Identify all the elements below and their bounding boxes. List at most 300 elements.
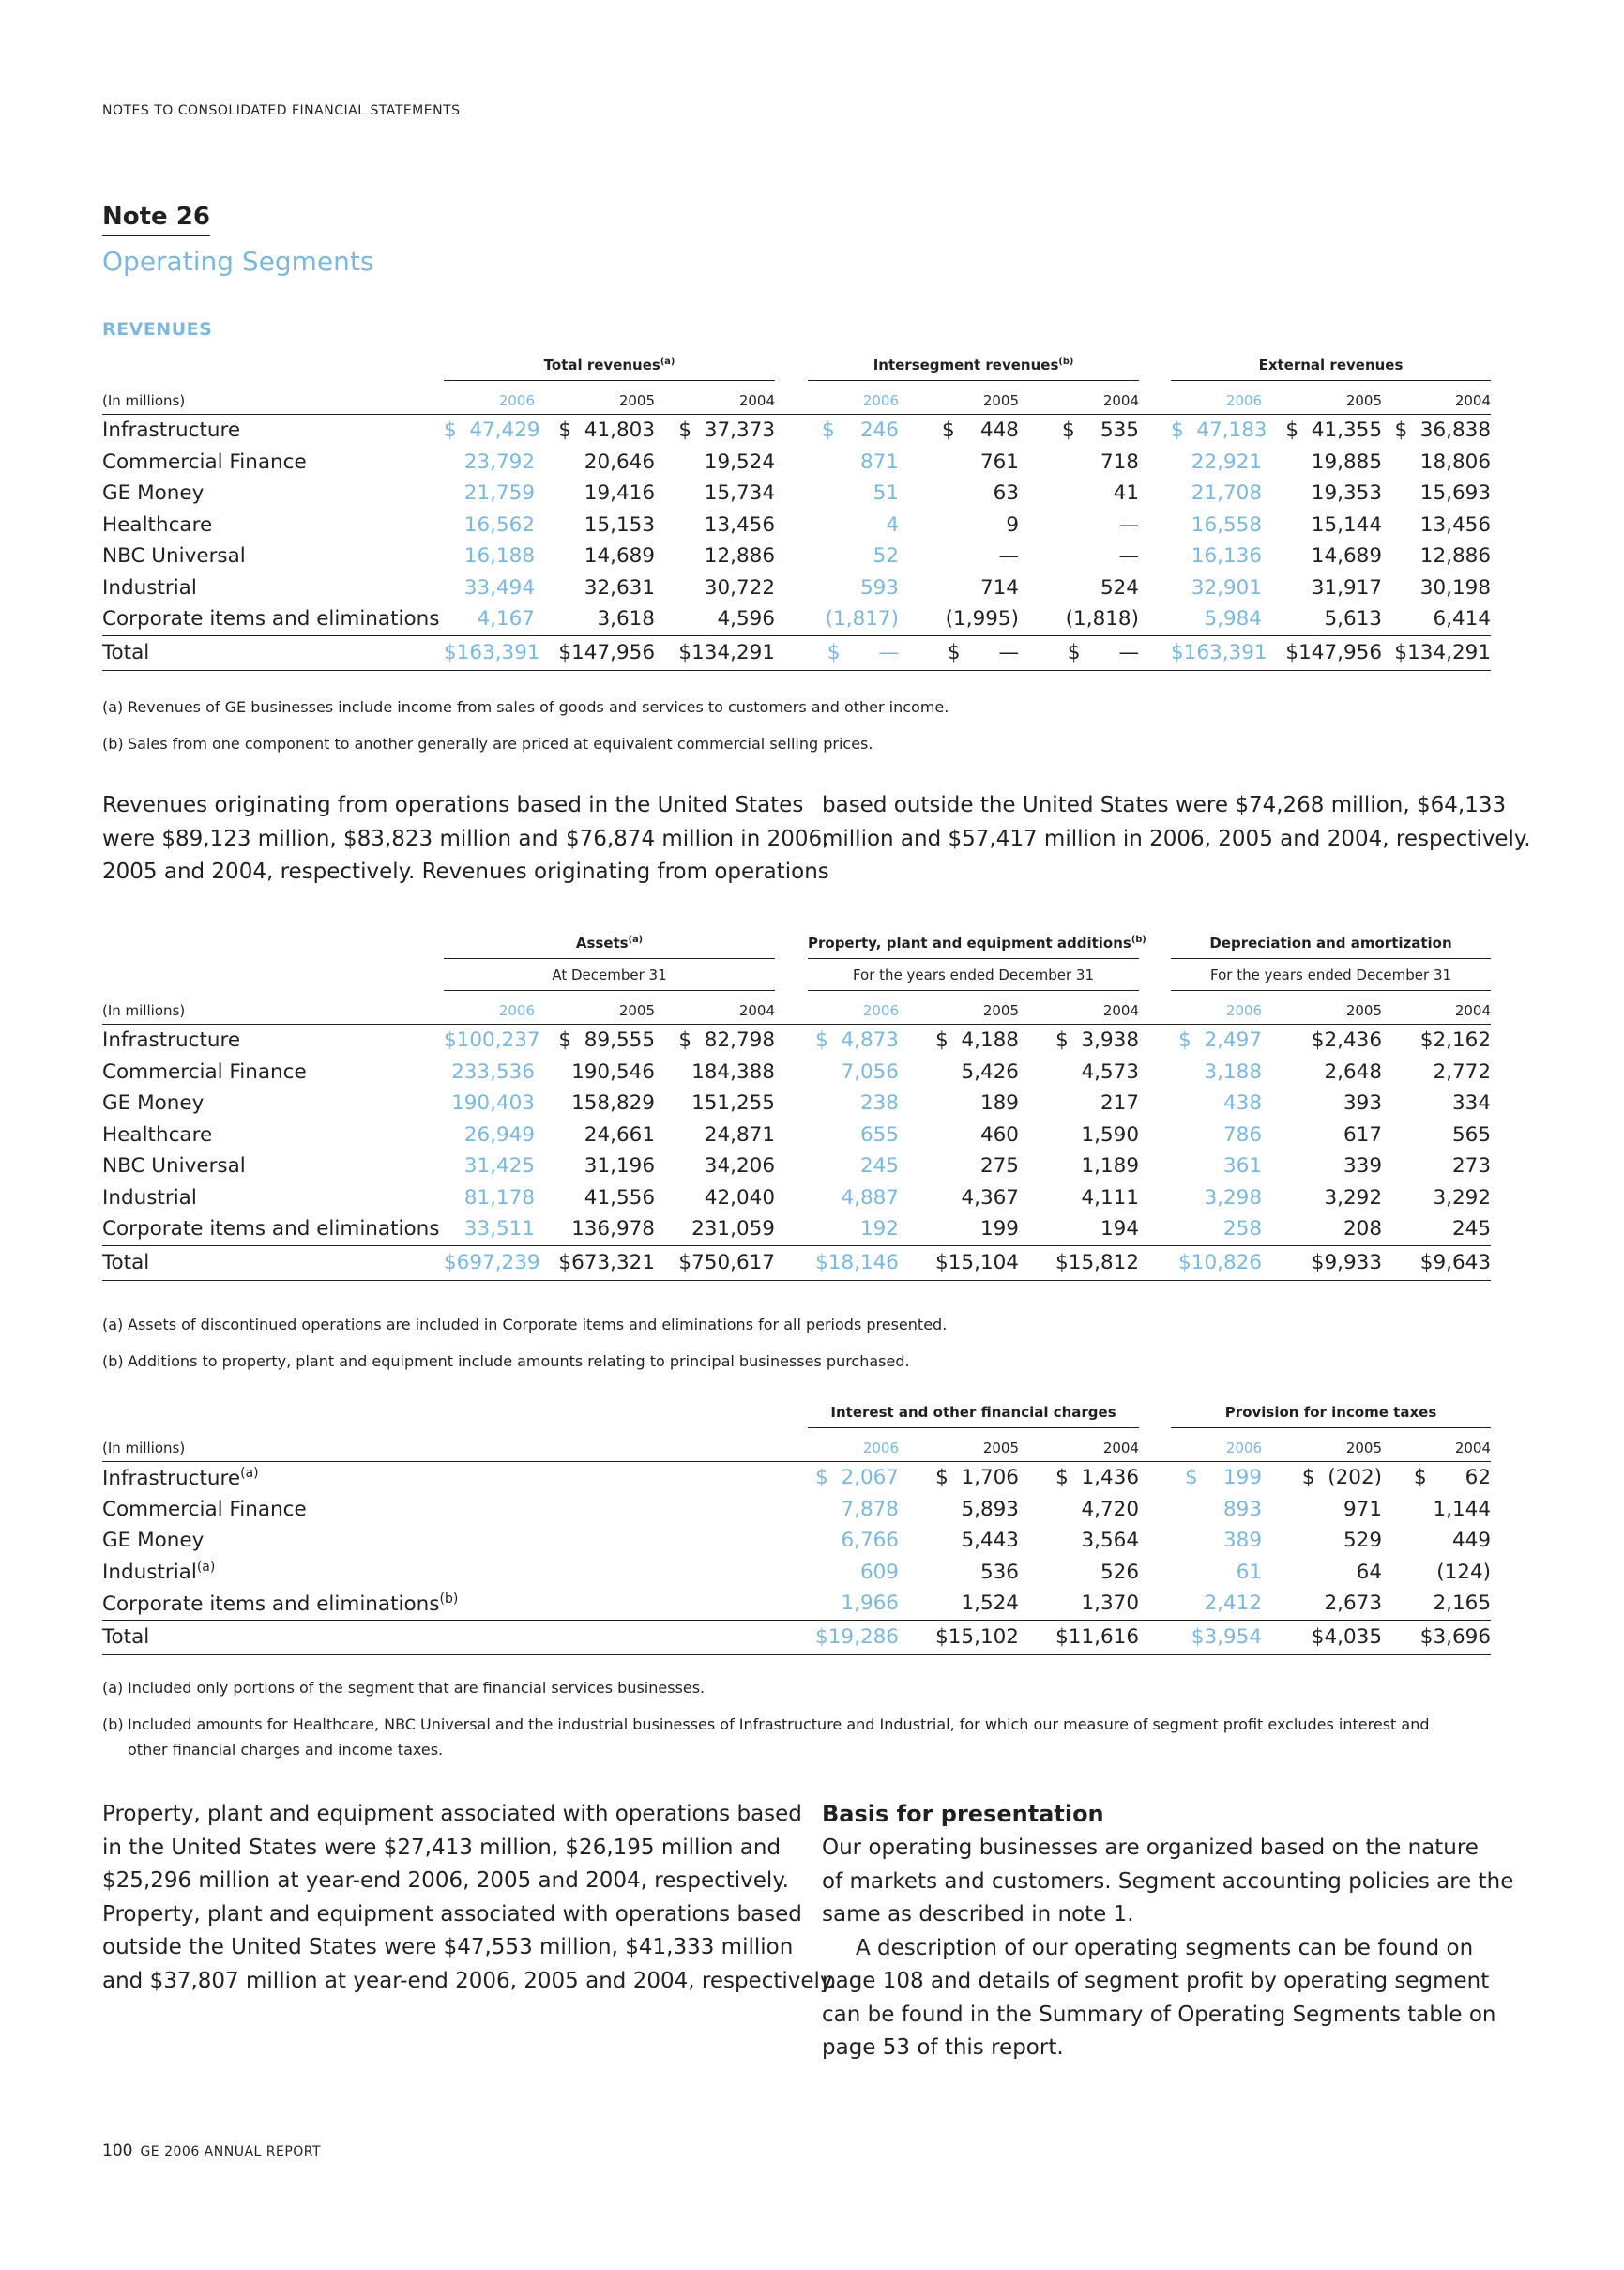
value-cell: 6,766 — [841, 1529, 899, 1553]
row-label-text: Corporate items and eliminations — [102, 607, 440, 632]
sub-years-ended-1: For the years ended December 31 — [808, 959, 1139, 991]
spacer-cell — [775, 1525, 808, 1557]
spacer-cell — [535, 1428, 655, 1462]
spacer-cell — [655, 1588, 775, 1620]
spacer-cell — [775, 1213, 808, 1245]
row-label — [102, 1120, 444, 1151]
value-cell: $2,162 — [1419, 1028, 1492, 1053]
spacer-cell — [1139, 572, 1171, 604]
table-row — [102, 1462, 1491, 1494]
table-row — [102, 1494, 1491, 1526]
row-label-text: Total — [102, 641, 150, 664]
value-cell: $15,812 — [1019, 1245, 1139, 1280]
value-cell: 238 — [859, 1091, 899, 1116]
spacer-cell — [444, 1462, 535, 1494]
note-title: Operating Segments — [102, 246, 374, 277]
value-cell: $ 82,798 — [678, 1028, 775, 1053]
year-header: 2005 — [1262, 991, 1382, 1025]
year-header: 2006 — [444, 991, 535, 1025]
year-header: 2004 — [1019, 991, 1139, 1025]
row-label — [102, 1150, 444, 1182]
value-cell: 32,901 — [1191, 575, 1262, 600]
row-label-text: Commercial Finance — [102, 1059, 307, 1084]
row-label-text: Industrial — [102, 1185, 197, 1210]
value-cell: 6,414 — [1433, 607, 1492, 632]
row-label-text: Corporate items and eliminations — [102, 1592, 440, 1616]
ppe-paragraph: Property, plant and equipment associated with operations based in the United States were $27,413 million, $26,195 million and $25,296 million at year-end 2006, 2005 and 2004, respectively. Property, plant and equipment associated with operations based outside the United States were $47,553 million, $41,333 million and $37,807 million at year-end 2006, 2005 and 2004, respectively. — [102, 1802, 837, 1993]
value-cell: 13,456 — [1419, 512, 1492, 537]
sub-years-ended-2: For the years ended December 31 — [1171, 959, 1491, 991]
value-cell: 136,978 — [571, 1217, 655, 1242]
value-cell: $ 3,938 — [1055, 1028, 1140, 1053]
value-cell: 199 — [979, 1217, 1019, 1242]
value-cell: $ 199 — [1184, 1466, 1263, 1490]
value-cell: 4,367 — [961, 1185, 1019, 1210]
value-cell: $ 37,373 — [678, 419, 775, 443]
value-cell: 4,720 — [1081, 1497, 1140, 1521]
value-cell: 233,536 — [451, 1059, 535, 1084]
revenues-table — [102, 345, 1491, 671]
spacer-cell — [775, 635, 808, 670]
value-cell: 3,298 — [1204, 1185, 1263, 1210]
value-cell: 26,949 — [463, 1122, 535, 1147]
value-cell: $ 2,067 — [815, 1466, 899, 1490]
value-cell: 7,056 — [841, 1059, 899, 1084]
row-label-text: Infrastructure — [102, 1028, 241, 1053]
sub-at-december: At December 31 — [444, 959, 775, 991]
footnote-mark: (b) — [439, 1591, 459, 1607]
spacer-cell — [775, 572, 808, 604]
spacer-cell — [775, 603, 808, 635]
value-cell: 31,425 — [463, 1154, 535, 1179]
value-cell: $ (202) — [1301, 1466, 1383, 1490]
value-cell: $10,826 — [1171, 1245, 1262, 1280]
group-total-revenues: Total revenues$^{(a)}$ — [444, 345, 775, 381]
spacer-cell — [655, 1525, 775, 1557]
value-cell: 42,040 — [704, 1185, 775, 1210]
assets-sub-header — [102, 959, 1491, 991]
row-label-text: Corporate items and eliminations — [102, 1217, 440, 1242]
year-header: 2005 — [1262, 381, 1382, 415]
spacer-cell — [535, 1494, 655, 1526]
row-label-text: GE Money — [102, 1091, 205, 1116]
value-cell: 15,144 — [1311, 512, 1382, 537]
spacer-cell — [535, 1588, 655, 1620]
value-cell: 151,255 — [691, 1091, 775, 1116]
spacer-cell — [775, 1120, 808, 1151]
value-cell: 714 — [979, 575, 1019, 600]
spacer-cell — [535, 1557, 655, 1589]
value-cell: 3,292 — [1433, 1185, 1492, 1210]
value-cell: 14,689 — [584, 544, 655, 569]
spacer-cell — [1139, 1620, 1171, 1654]
interest-footnote-b-continued: other financial charges and income taxes. — [128, 1741, 444, 1759]
row-label-text: Infrastructure — [102, 1466, 241, 1490]
row-label-text: Industrial — [102, 575, 197, 600]
table-row — [102, 1182, 1491, 1214]
value-cell: 5,426 — [961, 1059, 1019, 1084]
spacer-cell — [775, 1245, 808, 1280]
value-cell: $18,146 — [808, 1245, 899, 1280]
spacer-cell — [775, 1182, 808, 1214]
value-cell: 13,456 — [704, 512, 775, 537]
interest-footnote-a: (a) Included only portions of the segment that are financial services businesses. — [102, 1679, 706, 1697]
spacer-cell — [1139, 1245, 1171, 1280]
value-cell: 15,734 — [704, 481, 775, 506]
spacer-cell — [1139, 447, 1171, 479]
value-cell: 14,689 — [1311, 544, 1382, 569]
spacer-cell — [1139, 1588, 1171, 1620]
row-label-text: Total — [102, 1625, 150, 1649]
value-cell: 3,188 — [1204, 1059, 1263, 1084]
spacer-cell — [1139, 1428, 1171, 1462]
value-cell: 524 — [1100, 575, 1139, 600]
total-row — [102, 1620, 1491, 1654]
year-header: 2005 — [899, 381, 1019, 415]
row-label — [102, 1557, 444, 1589]
year-header: 2004 — [1019, 1428, 1139, 1462]
spacer-cell — [655, 1557, 775, 1589]
value-cell: 4,596 — [717, 607, 775, 632]
row-label — [102, 478, 444, 510]
year-header: 2004 — [655, 381, 775, 415]
value-cell: 21,759 — [463, 481, 535, 506]
spacer-cell — [535, 1620, 655, 1654]
table-row — [102, 478, 1491, 510]
value-cell: 41 — [1113, 481, 1139, 506]
basis-paragraph: Our operating businesses are organized based on the nature of markets and customers. Segment accounting policies are the same as described in note 1. A description of our operating segments can be found on page 108 and details of segment profit by operating segment can be found in the Summary of Operating Segments table on page 53 of this report. — [822, 1836, 1514, 2060]
value-cell: 31,917 — [1311, 575, 1382, 600]
row-label — [102, 510, 444, 541]
table-row — [102, 572, 1491, 604]
value-cell: 61 — [1236, 1560, 1263, 1584]
value-cell: 258 — [1222, 1217, 1263, 1242]
table-row — [102, 1057, 1491, 1089]
value-cell: — — [998, 544, 1019, 569]
year-header: 2005 — [535, 991, 655, 1025]
value-cell: $ 4,188 — [935, 1028, 1019, 1053]
value-cell: $750,617 — [655, 1245, 775, 1280]
value-cell: 23,792 — [463, 449, 535, 474]
spacer-cell — [1139, 991, 1171, 1025]
value-cell: $673,321 — [535, 1245, 655, 1280]
row-label — [102, 1057, 444, 1089]
year-header: 2004 — [1019, 381, 1139, 415]
value-cell: $697,239 — [444, 1245, 535, 1280]
value-cell: 30,722 — [704, 575, 775, 600]
group-ppe-additions: Property, plant and equipment additions$^{(b)}$ — [808, 935, 1146, 952]
value-cell: 5,984 — [1204, 607, 1262, 632]
value-cell: 5,443 — [961, 1529, 1019, 1553]
value-cell: 4,111 — [1081, 1185, 1140, 1210]
value-cell: $4,035 — [1262, 1620, 1382, 1654]
table-row — [102, 1120, 1491, 1151]
value-cell: 22,921 — [1191, 449, 1262, 474]
spacer-cell — [1139, 1025, 1171, 1057]
row-label — [102, 1525, 444, 1557]
row-label-text: NBC Universal — [102, 544, 246, 569]
value-cell: 4,167 — [477, 607, 535, 632]
value-cell: 208 — [1343, 1217, 1383, 1242]
spacer-cell — [775, 1428, 808, 1462]
value-cell: 31,196 — [584, 1154, 655, 1179]
value-cell: $ 246 — [821, 419, 899, 443]
value-cell: $ 1,436 — [1055, 1466, 1140, 1490]
spacer-cell — [775, 1588, 808, 1620]
value-cell: $11,616 — [1019, 1620, 1139, 1654]
value-cell: 617 — [1343, 1122, 1383, 1147]
value-cell: 4,573 — [1081, 1059, 1140, 1084]
value-cell: 64 — [1356, 1560, 1383, 1584]
assets-table — [102, 923, 1491, 1281]
value-cell: 593 — [859, 575, 899, 600]
value-cell: 231,059 — [691, 1217, 775, 1242]
spacer-cell — [775, 415, 808, 447]
interest-taxes-table — [102, 1393, 1491, 1655]
spacer-cell — [1139, 478, 1171, 510]
row-label — [102, 1088, 444, 1120]
row-label — [102, 1025, 444, 1057]
value-cell: 361 — [1222, 1154, 1263, 1179]
table-row — [102, 603, 1491, 635]
units-label: (In millions) — [102, 381, 444, 415]
value-cell: 786 — [1222, 1122, 1263, 1147]
value-cell: 273 — [1451, 1154, 1492, 1179]
spacer-cell — [775, 1025, 808, 1057]
value-cell: 1,370 — [1081, 1592, 1140, 1616]
value-cell: 41,556 — [584, 1185, 655, 1210]
group-income-taxes: Provision for income taxes — [1171, 1393, 1491, 1428]
year-header: 2005 — [535, 381, 655, 415]
value-cell: $9,643 — [1382, 1245, 1491, 1280]
value-cell: $ 448 — [941, 419, 1019, 443]
value-cell: $ 2,497 — [1178, 1028, 1263, 1053]
spacer-cell — [775, 1557, 808, 1589]
value-cell: 609 — [859, 1560, 899, 1584]
value-cell: $163,391 — [444, 635, 535, 670]
value-cell: 2,673 — [1324, 1592, 1383, 1616]
units-label: (In millions) — [102, 1428, 444, 1462]
value-cell: 16,562 — [463, 512, 535, 537]
spacer-cell — [775, 381, 808, 415]
value-cell: 2,648 — [1324, 1059, 1383, 1084]
spacer-cell — [1139, 1525, 1171, 1557]
interest_table-year-row — [102, 1428, 1491, 1462]
page-number: 100 — [102, 2141, 133, 2160]
note-number: Note 26 — [102, 203, 210, 236]
page-footer — [102, 2141, 321, 2160]
group-intersegment-revenues: Intersegment revenues$^{(b)}$ — [808, 345, 1139, 381]
row-label-text: Healthcare — [102, 512, 213, 537]
assets-group-header — [102, 923, 1491, 959]
value-cell: 12,886 — [704, 544, 775, 569]
value-cell: 12,886 — [1419, 544, 1492, 569]
value-cell: 194 — [1100, 1217, 1140, 1242]
value-cell: 1,966 — [841, 1592, 899, 1616]
running-head: NOTES TO CONSOLIDATED FINANCIAL STATEMENTS — [102, 103, 461, 118]
value-cell: 190,403 — [451, 1091, 535, 1116]
value-cell: $3,696 — [1382, 1620, 1491, 1654]
spacer-cell — [1139, 603, 1171, 635]
table-row — [102, 415, 1491, 447]
value-cell: (1,818) — [1065, 607, 1139, 632]
value-cell: $163,391 — [1171, 635, 1262, 670]
row-label-text: Commercial Finance — [102, 1497, 307, 1521]
value-cell: 51 — [873, 481, 899, 506]
value-cell: 1,524 — [961, 1592, 1019, 1616]
value-cell: 189 — [979, 1091, 1019, 1116]
value-cell: 24,661 — [584, 1122, 655, 1147]
value-cell: 217 — [1100, 1091, 1140, 1116]
value-cell: 19,353 — [1311, 481, 1382, 506]
year-header: 2006 — [444, 381, 535, 415]
value-cell: $ 1,706 — [935, 1466, 1019, 1490]
footnote-mark: (a) — [196, 1560, 216, 1576]
spacer-cell — [775, 510, 808, 541]
year-header: 2004 — [1382, 1428, 1491, 1462]
value-cell: 339 — [1343, 1154, 1383, 1179]
table-row — [102, 1088, 1491, 1120]
value-cell: 192 — [859, 1217, 899, 1242]
total-row — [102, 635, 1491, 670]
value-cell: 449 — [1451, 1529, 1492, 1553]
value-cell: 7,878 — [841, 1497, 899, 1521]
spacer-cell — [775, 541, 808, 572]
spacer-cell — [775, 447, 808, 479]
table-row — [102, 1025, 1491, 1057]
value-cell: $ 47,429 — [444, 419, 540, 443]
group-external-revenues: External revenues — [1171, 345, 1491, 381]
group-depreciation: Depreciation and amortization — [1209, 935, 1452, 952]
value-cell: 184,388 — [691, 1059, 775, 1084]
spacer-cell — [1139, 381, 1171, 415]
value-cell: 761 — [979, 449, 1019, 474]
value-cell: 34,206 — [704, 1154, 775, 1179]
row-label — [102, 1462, 444, 1494]
spacer-cell — [655, 1428, 775, 1462]
value-cell: 393 — [1343, 1091, 1383, 1116]
spacer-cell — [1139, 1057, 1171, 1089]
table-row — [102, 1213, 1491, 1245]
value-cell: 245 — [1451, 1217, 1492, 1242]
value-cell: $ 41,803 — [558, 419, 655, 443]
spacer-cell — [775, 1620, 808, 1654]
row-label — [102, 415, 444, 447]
group-interest-charges: Interest and other financial charges — [808, 1393, 1139, 1428]
row-label — [102, 1245, 444, 1280]
spacer-cell — [444, 1557, 535, 1589]
value-cell: 30,198 — [1419, 575, 1492, 600]
table-row — [102, 1588, 1491, 1620]
value-cell: $ 89,555 — [558, 1028, 655, 1053]
assets-footnote-b: (b) Additions to property, plant and equipment include amounts relating to principal businesses purchased. — [102, 1352, 910, 1370]
value-cell: 24,871 — [704, 1122, 775, 1147]
revenues-footnote-b: (b) Sales from one component to another generally are priced at equivalent commercial selling prices. — [102, 735, 873, 753]
assets_table-year-row — [102, 991, 1491, 1025]
value-cell: 3,618 — [597, 607, 655, 632]
year-header: 2006 — [808, 1428, 899, 1462]
row-label-text: Commercial Finance — [102, 449, 307, 474]
row-label — [102, 1620, 444, 1654]
spacer-cell — [1139, 1557, 1171, 1589]
revenues-heading: REVENUES — [102, 319, 213, 340]
value-cell: 158,829 — [571, 1091, 655, 1116]
value-cell: 15,693 — [1419, 481, 1492, 506]
spacer-cell — [655, 1462, 775, 1494]
value-cell: (124) — [1436, 1560, 1492, 1584]
revenues_table-year-row — [102, 381, 1491, 415]
row-label — [102, 1588, 459, 1620]
value-cell: $ 47,183 — [1171, 419, 1267, 443]
value-cell: $ 4,873 — [815, 1028, 899, 1053]
assets-footnote-a: (a) Assets of discontinued operations are included in Corporate items and eliminations for all periods presented. — [102, 1316, 948, 1333]
year-header: 2005 — [899, 1428, 1019, 1462]
value-cell: 52 — [873, 544, 899, 569]
value-cell: 526 — [1100, 1560, 1140, 1584]
value-cell: 565 — [1451, 1122, 1492, 1147]
row-label-text: GE Money — [102, 1529, 205, 1553]
row-label-text: Total — [102, 1251, 150, 1274]
value-cell: 389 — [1222, 1529, 1263, 1553]
interest-group-header — [102, 1393, 1491, 1428]
revenues-paragraph-left: Revenues originating from operations based in the United States were $89,123 million, $83,823 million and $76,874 million in 2006, 2005 and 2004, respectively. Revenues originating from operations — [102, 793, 829, 884]
year-header: 2006 — [808, 381, 899, 415]
row-label-text: Industrial — [102, 1561, 197, 1585]
value-cell: $15,104 — [899, 1245, 1019, 1280]
value-cell: 9 — [1006, 512, 1019, 537]
interest-footnote-b: (b) Included amounts for Healthcare, NBC Universal and the industrial businesses of Infrastructure and Industrial, for which our measure of segment profit excludes interest and — [102, 1715, 1430, 1733]
revenues-footnote-a: (a) Revenues of GE businesses include income from sales of goods and services to customers and other income. — [102, 698, 949, 716]
spacer-cell — [655, 1494, 775, 1526]
value-cell: 20,646 — [584, 449, 655, 474]
value-cell: $9,933 — [1262, 1245, 1382, 1280]
year-header: 2004 — [1382, 381, 1491, 415]
value-cell: 536 — [979, 1560, 1019, 1584]
spacer-cell — [775, 1494, 808, 1526]
spacer-cell — [535, 1462, 655, 1494]
value-cell: $ 36,838 — [1394, 419, 1492, 443]
value-cell: 81,178 — [463, 1185, 535, 1210]
spacer-cell — [655, 1620, 775, 1654]
year-header: 2004 — [1382, 991, 1491, 1025]
table-row — [102, 1525, 1491, 1557]
value-cell: 3,564 — [1081, 1529, 1140, 1553]
value-cell: 15,153 — [584, 512, 655, 537]
spacer-cell — [444, 1428, 535, 1462]
spacer-cell — [444, 1494, 535, 1526]
row-label-text: NBC Universal — [102, 1154, 246, 1179]
value-cell: 16,136 — [1191, 544, 1262, 569]
value-cell: 16,188 — [463, 544, 535, 569]
spacer-cell — [775, 1057, 808, 1089]
row-label — [102, 447, 444, 479]
value-cell: 871 — [859, 449, 899, 474]
value-cell: 190,546 — [571, 1059, 655, 1084]
value-cell: 19,885 — [1311, 449, 1382, 474]
value-cell: $147,956 — [1262, 635, 1382, 670]
year-header: 2006 — [1171, 1428, 1262, 1462]
row-label — [102, 1494, 444, 1526]
table-row — [102, 1557, 1491, 1589]
value-cell: 16,558 — [1191, 512, 1262, 537]
spacer-cell — [775, 991, 808, 1025]
value-cell: 32,631 — [584, 575, 655, 600]
row-label — [102, 1213, 444, 1245]
value-cell: 718 — [1100, 449, 1139, 474]
value-cell: $ — — [899, 635, 1019, 670]
value-cell: 33,494 — [463, 575, 535, 600]
table-row — [102, 541, 1491, 572]
